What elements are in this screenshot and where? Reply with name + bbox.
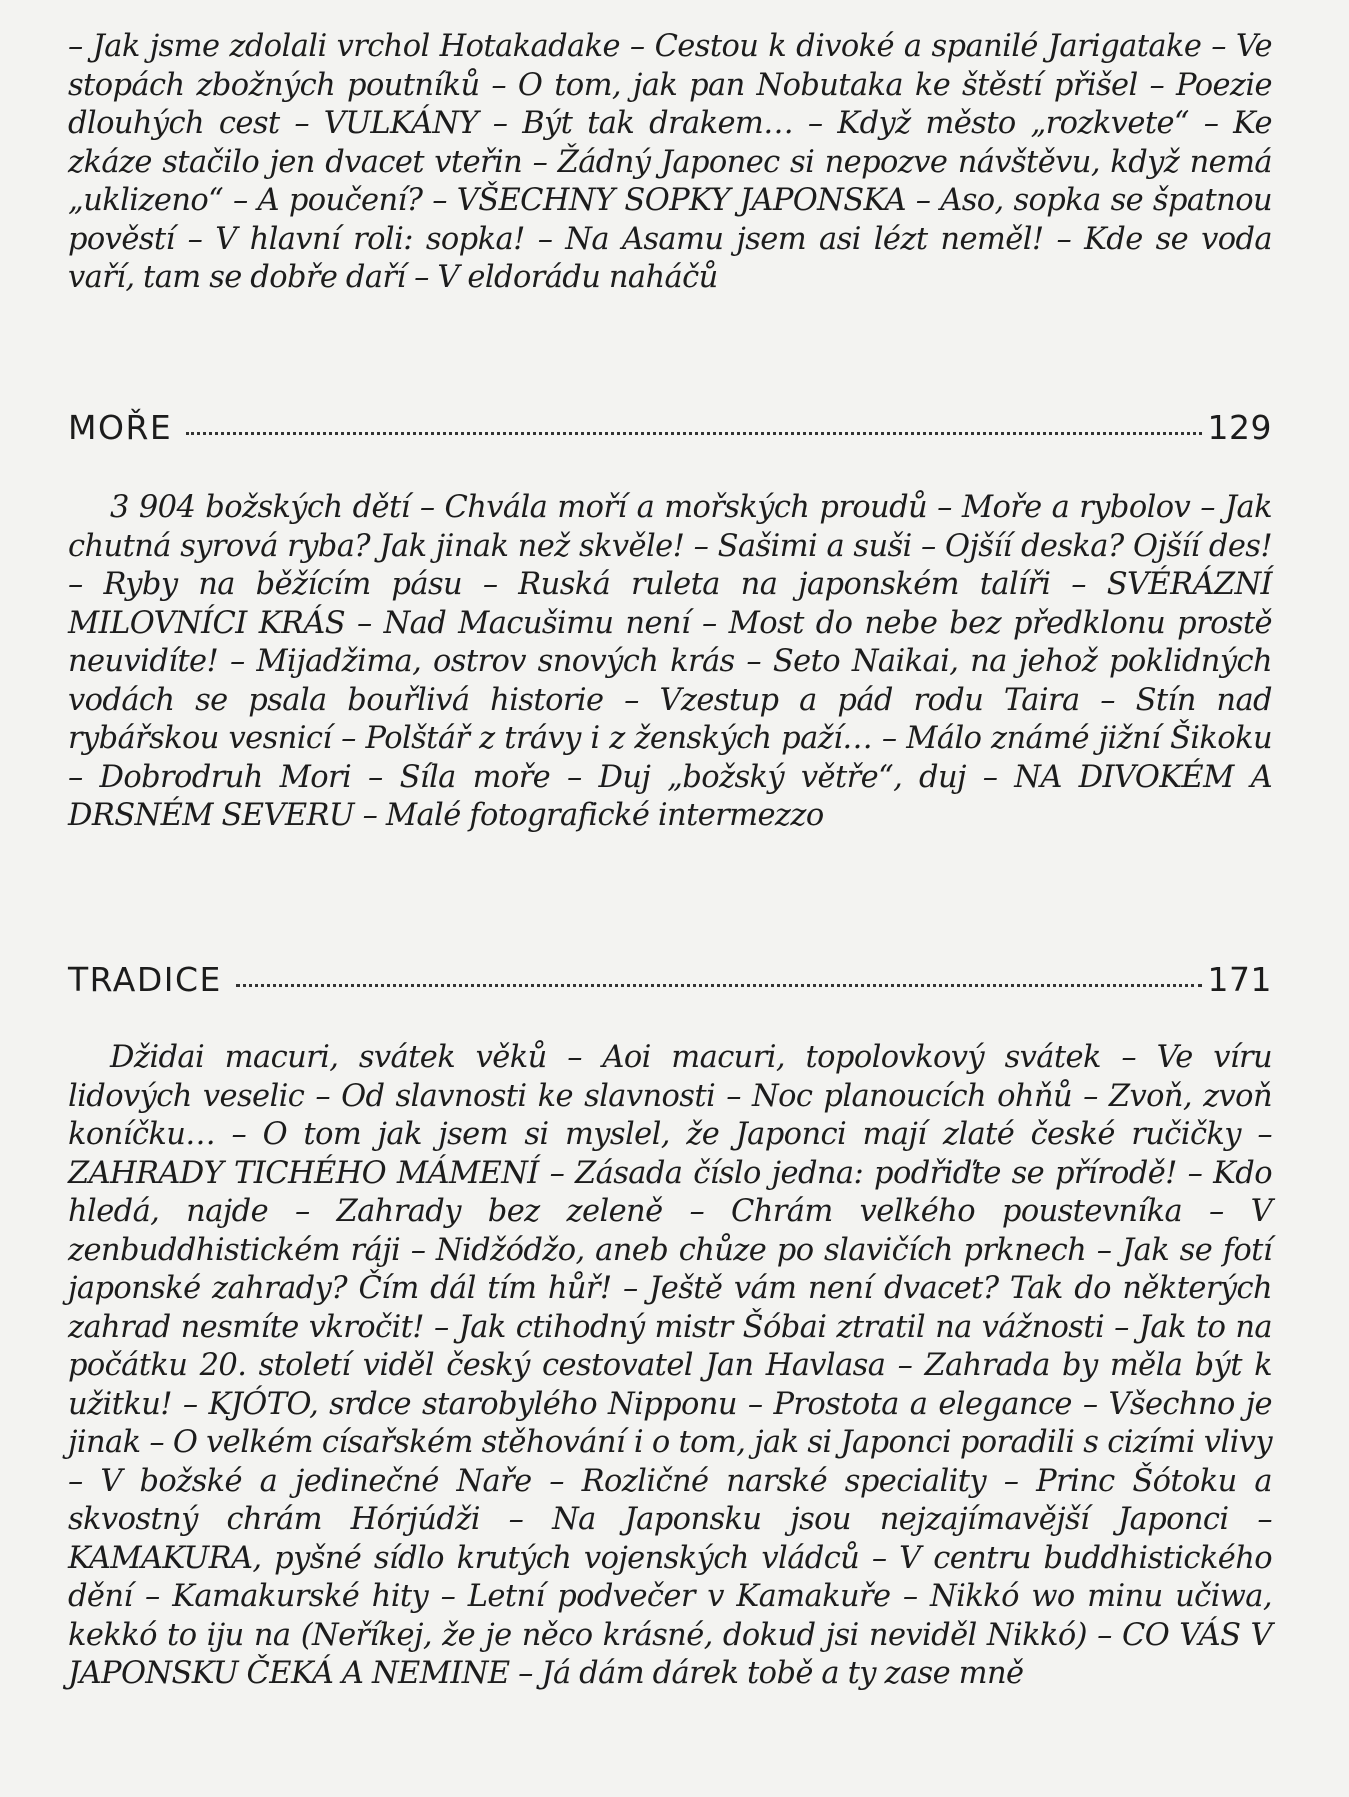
section-heading-more: [68, 408, 1272, 452]
dot-leader: [186, 432, 1201, 435]
section-title: TRADICE: [68, 960, 222, 999]
section-tradice-contents: [68, 1039, 1272, 1694]
dot-leader: [236, 984, 1202, 987]
intro-paragraph: – Jak jsme zdolali vrchol Hotakadake – Cestou k divoké a spanilé Jarigatake – Ve stopách zbožných poutníků – O tom, jak pan Nobutaka ke štěstí přišel – Poezie dlouhých cest – VULKÁNY – Být tak drakem… – Když město „rozkvete“ – Ke zkáze stačilo jen dvacet vteřin – Žádný Japonec si nepozve návštěvu, když nemá „uklizeno“ – A poučení? – VŠECHNY SOPKY JAPONSKA – Aso, sopka se špatnou pověstí – V hlavní roli: sopka! – Na Asamu jsem asi lézt neměl! – Kde se voda vaří, tam se dobře daří – V eldorádu naháčů: [68, 29, 1272, 295]
section-page-number: 129: [1207, 408, 1272, 447]
section-paragraph: 3 904 božských dětí – Chvála moří a mořských proudů – Moře a rybolov – Jak chutná syrová ryba? Jak jinak než skvěle! – Sašimi a suši – Ojšíí deska? Ojšíí des! – Ryby na běžícím pásu – Ruská ruleta na japonském talíři – SVÉRÁZNÍ MILOVNÍCI KRÁS – Nad Macušimu není – Most do nebe bez předklonu prostě neuvidíte! – Mijadžima, ostrov snových krás – Seto Naikai, na jehož poklidných vodách se psala bouřlivá historie – Vzestup a pád rodu Taira – Stín nad rybářskou vesnicí – Polštář z trávy i z ženských paží… – Málo známé jižní Šikoku – Dobrodruh Mori – Síla moře – Duj „božský větře“, duj – NA DIVOKÉM A DRSNÉM SEVERU – Malé fotografické intermezzo: [68, 490, 1272, 833]
section-page-number: 171: [1207, 960, 1272, 999]
section-title: MOŘE: [68, 408, 173, 447]
section-more-contents: [68, 489, 1272, 836]
intro-section: [68, 28, 1272, 298]
section-heading-tradice: [68, 960, 1272, 1004]
section-paragraph: Džidai macuri, svátek věků – Aoi macuri, topolovkový svátek – Ve víru lidových veselic – Od slavnosti ke slavnosti – Noc planoucích ohňů – Zvoň, zvoň koníčku… – O tom jak jsem si myslel, že Japonci mají zlaté české ručičky – ZAHRADY TICHÉHO MÁMENÍ – Zásada číslo jedna: podřiďte se přírodě! – Kdo hledá, najde – Zahrady bez zeleně – Chrám velkého poustevníka – V zenbuddhistickém ráji – Nidžódžo, aneb chůze po slavičích prknech – Jak se fotí japonské zahrady? Čím dál tím hůř! – Ještě vám není dvacet? Tak do některých zahrad nesmíte vkročit! – Jak ctihodný mistr Šóbai ztratil na vážnosti – Jak to na počátku 20. století viděl český cestovatel Jan Havlasa – Zahrada by měla být k užitku! – KJÓTO, srdce starobylého Nipponu – Prostota a elegance – Všechno je jinak – O velkém císařském stěhování i o tom, jak si Japonci poradili s cizími vlivy – V božské a jedinečné Naře – Rozličné narské speciality – Princ Šótoku a skvostný chrám Hórjúdži – Na Japonsku jsou nejzajímavější Japonci – KAMAKURA, pyšné sídlo krutých vojenských vládců – V centru buddhistického dění – Kamakurské hity – Letní podvečer v Kamakuře – Nikkó wo minu učiwa, kekkó to iju na (Neříkej, že je něco krásné, dokud jsi neviděl Nikkó) – CO VÁS V JAPONSKU ČEKÁ A NEMINE – Já dám dárek tobě a ty zase mně: [68, 1040, 1272, 1691]
